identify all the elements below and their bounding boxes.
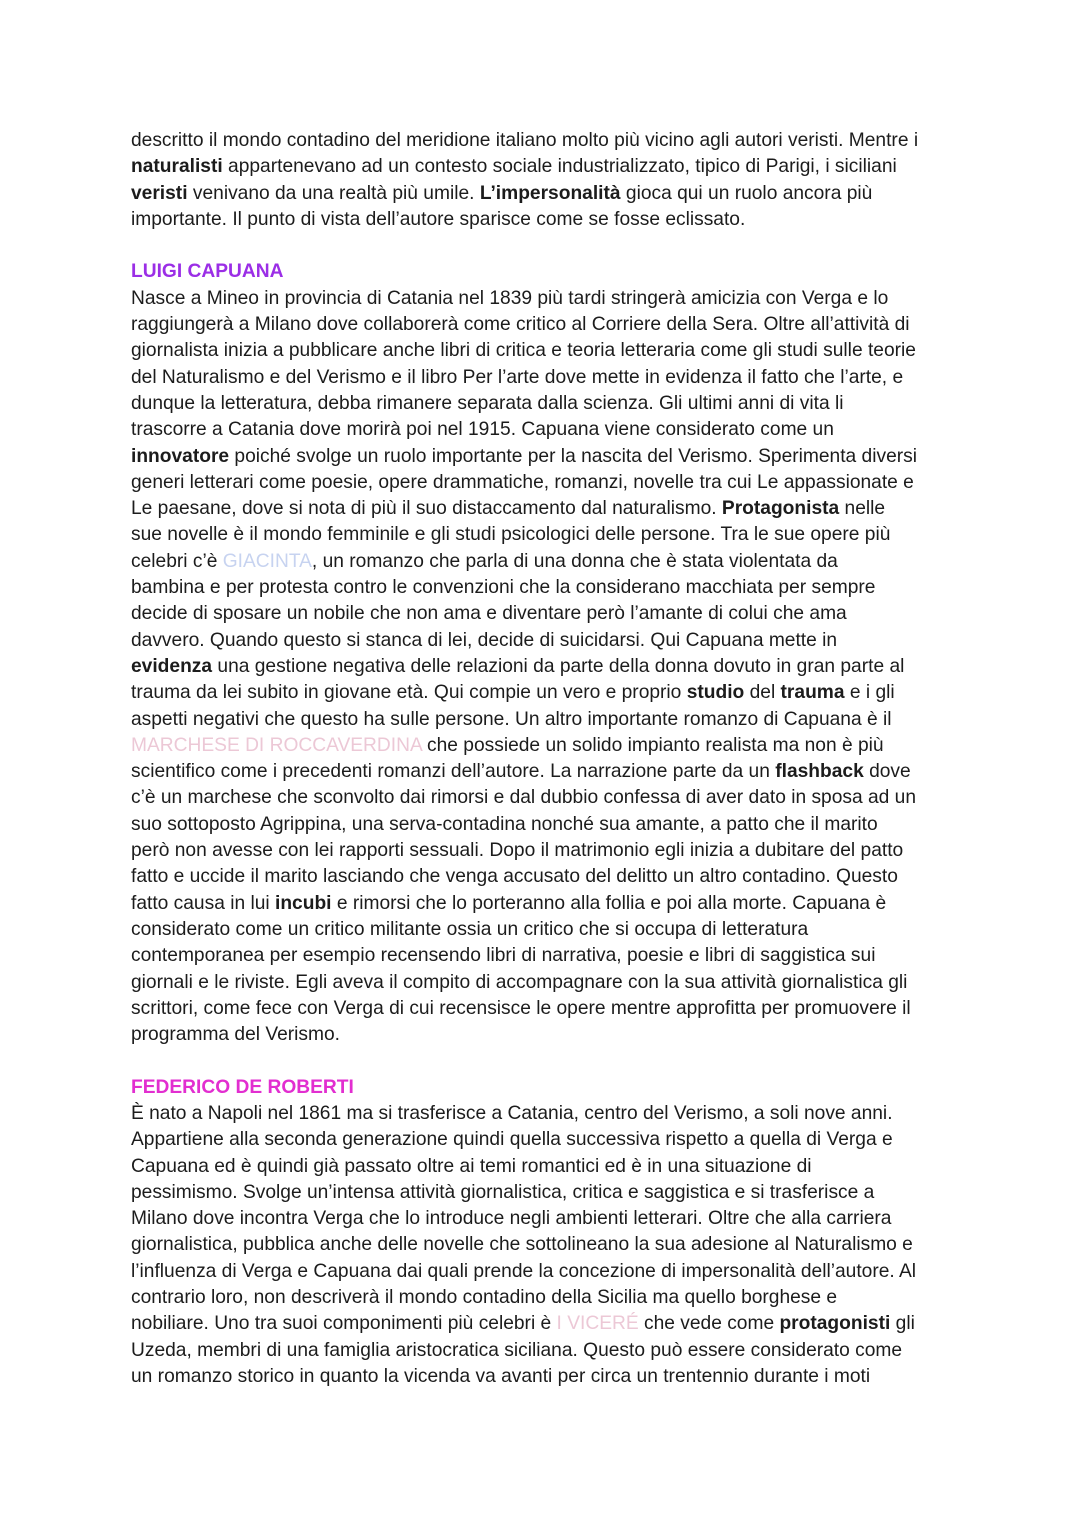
text-line: trascorre a Catania dove morirà poi nel 1915. Capuana viene considerato come un <box>131 419 834 441</box>
text-line: pessimismo. Svolge un’intensa attività giornalistica, critica e saggistica e si trasferisce a <box>131 1181 875 1203</box>
capuana-paragraph <box>131 286 961 1049</box>
text-span: una gestione negativa delle relazioni da parte della donna dovuto in gran parte al <box>212 655 905 677</box>
document-page <box>131 128 961 1390</box>
text-line: aspetti negativi che questo ha sulle persone. Un altro importante romanzo di Capuana è il <box>131 708 892 730</box>
text-line <box>131 891 961 917</box>
bold-term: naturalisti <box>131 156 223 178</box>
text-span: del <box>744 682 781 704</box>
text-line: Capuana ed è quindi già passato oltre ai temi romantici ed è in una situazione di <box>131 1155 812 1177</box>
text-line: giornalista inizia a pubblicare anche libri di critica e teoria letteraria come gli studi sulle teorie <box>131 340 916 362</box>
text-line: contrario loro, non descriverà il mondo contadino della Sicilia ma quello borghese e <box>131 1287 838 1309</box>
text-line: bambina e per protesta contro le convenzioni che la considerano macchiata per sempre <box>131 577 876 599</box>
text-span: e i gli <box>844 682 895 704</box>
bold-term: protagonisti <box>779 1313 891 1335</box>
text-span: gli <box>890 1313 915 1335</box>
de-roberti-paragraph <box>131 1101 961 1390</box>
intro-paragraph <box>131 128 961 233</box>
text-line <box>131 154 961 180</box>
text-span: fatto causa in lui <box>131 892 275 914</box>
paragraph-gap <box>131 1048 961 1074</box>
bold-term: L’impersonalità <box>479 182 621 204</box>
text-line <box>131 759 961 785</box>
text-line: Uzeda, membri di una famiglia aristocratica siciliana. Questo può essere considerato come <box>131 1339 903 1361</box>
text-line <box>131 496 961 522</box>
bold-term: innovatore <box>131 445 230 467</box>
text-line: generi letterari come poesie, opere drammatiche, romanzi, novelle tra cui Le appassionate e <box>131 471 914 493</box>
text-span: poiché svolge un ruolo importante per la nascita del Verismo. Sperimenta diversi <box>229 445 918 467</box>
text-span: scientifico come i precedenti romanzi dell’autore. La narrazione parte da un <box>131 761 776 783</box>
text-span: nobiliare. Uno tra suoi componimenti più celebri è <box>131 1313 557 1335</box>
text-span: venivano da una realtà più umile. <box>187 182 480 204</box>
text-span: nelle <box>839 498 886 520</box>
text-line: dunque la letteratura, debba rimanere separata dalla scienza. Gli ultimi anni di vita li <box>131 392 844 414</box>
text-line: descritto il mondo contadino del meridione italiano molto più vicino agli autori veristi. Mentre i <box>131 130 919 151</box>
text-span: trauma da lei subito in giovane età. Qui compie un vero e proprio <box>131 682 687 704</box>
text-line <box>131 549 961 575</box>
section-heading-capuana: LUIGI CAPUANA <box>131 261 284 283</box>
text-line <box>131 680 961 706</box>
bold-term: trauma <box>780 682 845 704</box>
text-line <box>131 444 961 470</box>
text-line: davvero. Quando questo si stanca di lei, decide di suicidarsi. Qui Capuana mette in <box>131 629 838 651</box>
text-span: che vede come <box>638 1313 780 1335</box>
text-line: giornali e le riviste. Egli aveva il compito di accompagnare con la sua attività giornalistica gli <box>131 971 908 993</box>
text-line: suo sottoposto Agrippina, una serva-contadina nonché sua amante, a patto che il marito <box>131 813 878 835</box>
text-line: l’influenza di Verga e Capuana dai quali prende la concezione di impersonalità dell’autore. Al <box>131 1260 917 1282</box>
text-line: decide di sposare un nobile che non ama e diventare però l’amante di colui che ama <box>131 603 847 625</box>
text-line <box>131 1311 961 1337</box>
work-title-i-vicere: I VICERÉ <box>556 1313 639 1335</box>
text-span: dove <box>863 761 911 783</box>
text-span: gioca qui un ruolo ancora più <box>620 182 873 204</box>
text-line: contemporanea per esempio recensendo libri di narrativa, poesie e libri di saggistica sui <box>131 945 876 967</box>
bold-term: Protagonista <box>721 498 840 520</box>
bold-term: evidenza <box>131 655 213 677</box>
text-span: celebri c’è <box>131 550 223 572</box>
section-heading-de-roberti: FEDERICO DE ROBERTI <box>131 1076 354 1098</box>
bold-term: flashback <box>775 761 864 783</box>
text-line: del Naturalismo e del Verismo e il libro Per l’arte dove mette in evidenza il fatto che l’arte, e <box>131 366 904 388</box>
text-line: Milano dove incontra Verga che lo introduce negli ambienti letterari. Oltre che alla carriera <box>131 1208 892 1230</box>
text-line: c’è un marchese che sconvolto dai rimorsi e dal dubbio confessa di aver dato in sposa ad un <box>131 787 917 809</box>
text-line: però non avesse con lei rapporti sessuali. Dopo il matrimonio egli inizia a dubitare del patto <box>131 840 904 862</box>
bold-term: veristi <box>131 182 188 204</box>
text-line <box>131 181 961 207</box>
text-line: sue novelle è il mondo femminile e gli studi psicologici delle persone. Tra le sue opere più <box>131 524 891 546</box>
text-line <box>131 733 961 759</box>
text-line: Appartiene alla seconda generazione quindi quella successiva rispetto a quella di Verga e <box>131 1129 893 1151</box>
text-span: e rimorsi che lo porteranno alla follia e poi alla morte. Capuana è <box>331 892 887 914</box>
text-span: Le paesane, dove si nota di più il suo distaccamento dal naturalismo. <box>131 498 722 520</box>
text-line: fatto e uccide il marito lasciando che venga accusato del delitto un altro contadino. Questo <box>131 866 898 888</box>
work-title-giacinta: GIACINTA <box>222 550 312 572</box>
text-line: importante. Il punto di vista dell’autore sparisce come se fosse eclissato. <box>131 208 746 230</box>
paragraph-gap <box>131 233 961 259</box>
text-span: che possiede un solido impianto realista ma non è più <box>421 734 884 756</box>
text-line: programma del Verismo. <box>131 1024 341 1046</box>
text-line: Nasce a Mineo in provincia di Catania nel 1839 più tardi stringerà amicizia con Verga e lo <box>131 287 889 309</box>
text-span: appartenevano ad un contesto sociale industrializzato, tipico di Parigi, i siciliani <box>222 156 897 178</box>
text-line: È nato a Napoli nel 1861 ma si trasferisce a Catania, centro del Verismo, a soli nove anni. <box>131 1102 893 1124</box>
bold-term: incubi <box>275 892 332 914</box>
text-span: , un romanzo che parla di una donna che è stata violentata da <box>311 550 838 572</box>
work-title-marchese: MARCHESE DI ROCCAVERDINA <box>131 734 422 756</box>
text-line: scrittori, come fece con Verga di cui recensisce le opere mentre approfitta per promuovere il <box>131 997 911 1019</box>
bold-term: studio <box>686 682 745 704</box>
text-line: raggiungerà a Milano dove collaborerà come critico al Corriere della Sera. Oltre all’attività di <box>131 314 910 336</box>
text-line: considerato come un critico militante ossia un critico che si occupa di letteratura <box>131 918 809 940</box>
text-line: un romanzo storico in quanto la vicenda va avanti per circa un trentennio durante i moti <box>131 1365 871 1387</box>
text-line <box>131 654 961 680</box>
text-line: giornalistica, pubblica anche delle novelle che sottolineano la sua adesione al Naturalismo e <box>131 1234 913 1256</box>
